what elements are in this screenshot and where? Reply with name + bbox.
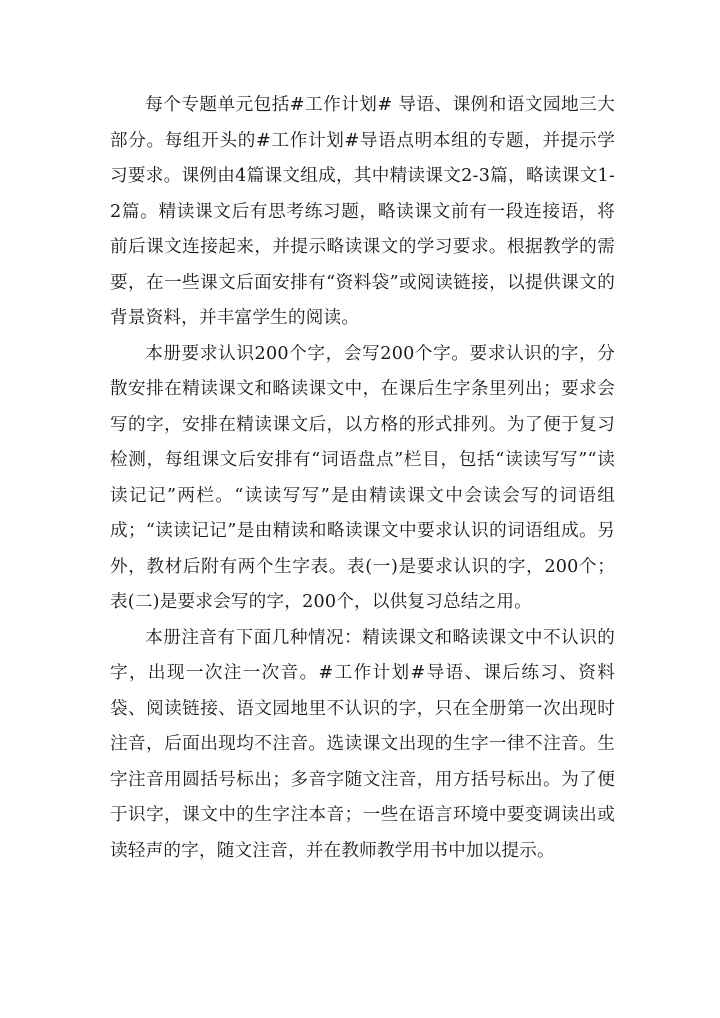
paragraph-unit-structure: 每个专题单元包括#工作计划# 导语、课例和语文园地三大部分。每组开头的#工作计划#导语点明本组的专题，并提示学习要求。课例由4篇课文组成，其中精读课文2-3篇，略读课文1-2篇。精读课文后有思考练习题，略读课文前有一段连接语，将前后课文连接起来，并提示略读课文的学习要求。根据教学的需要，在一些课文后面安排有“资料袋”或阅读链接，以提供课文的背景资料，并丰富学生的阅读。 (110, 95, 615, 328)
paragraph-phonetic-notation: 本册注音有下面几种情况：精读课文和略读课文中不认识的字，出现一次注一次音。#工作计划#导语、课后练习、资料袋、阅读链接、语文园地里不认识的字，只在全册第一次出现时注音，后面出现均不注音。选读课文出现的生字一律不注音。生字注音用圆括号标出；多音字随文注音，用方括号标出。为了便于识字，课文中的生字注本音；一些在语言环境中要变调读出或读轻声的字，随文注音，并在教师教学用书中加以提示。 (110, 627, 615, 861)
paragraph-character-requirements: 本册要求认识200个字，会写200个字。要求认识的字，分散安排在精读课文和略读课文中，在课后生字条里列出；要求会写的字，安排在精读课文后，以方格的形式排列。为了便于复习检测，每组课文后安排有“词语盘点”栏目，包括“读读写写”“读读记记”两栏。“读读写写”是由精读课文中会读会写的词语组成；“读读记记”是由精读和略读课文中要求认识的词语组成。另外，教材后附有两个生字表。表(一)是要求认识的字，200个；表(二)是要求会写的字，200个，以供复习总结之用。 (110, 343, 615, 612)
document-body (110, 88, 615, 869)
